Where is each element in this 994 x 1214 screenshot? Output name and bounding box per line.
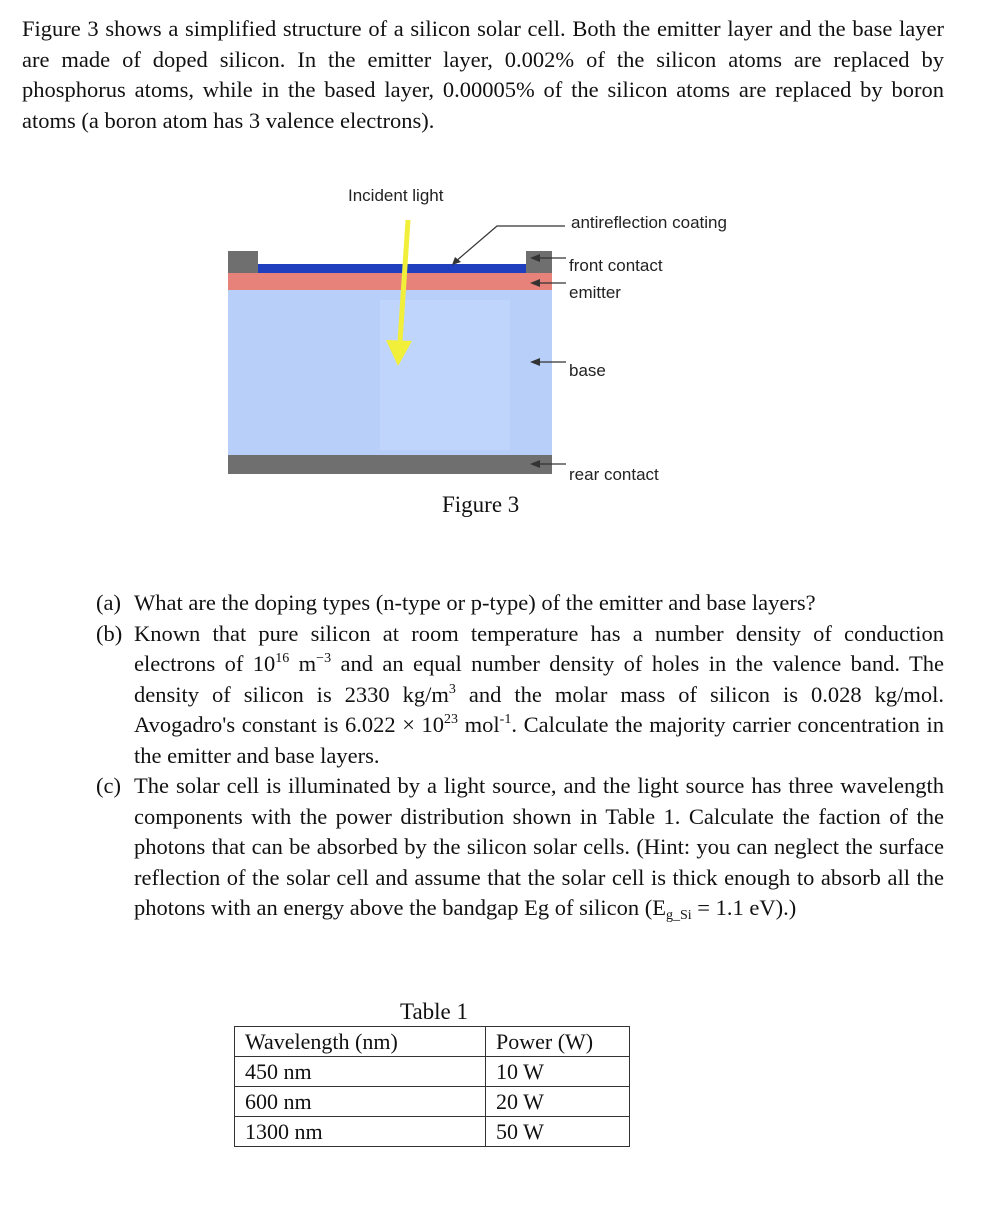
table-cell: 10 W (486, 1057, 630, 1087)
question-b-text (134, 619, 944, 772)
emitter-label: emitter (569, 283, 621, 302)
subscript: g_Si (665, 908, 692, 923)
question-a-text: What are the doping types (n-type or p-type) of the emitter and base layers? (134, 590, 816, 615)
rear-contact (228, 455, 552, 474)
table-header-row (235, 1027, 630, 1057)
table-title: Table 1 (400, 999, 469, 1024)
question-a-label: (a) (96, 590, 121, 615)
table-header-cell: Wavelength (nm) (235, 1027, 486, 1057)
question-c-text (134, 771, 944, 924)
antireflection-label: antireflection coating (571, 213, 727, 232)
intro-paragraph: Figure 3 shows a simplified structure of a silicon solar cell. Both the emitter layer and the base layer are made of doped silicon. In the emitter layer, 0.002% of the silicon atoms are replaced by phosphorus atoms, while in the based layer, 0.00005% of the silicon atoms are replaced by boron atoms (a boron atom has 3 valence electrons). (22, 16, 944, 133)
question-b-part: and the molar mass of silicon is 0.028 kg/mol. Avogadro's constant is 6.022 × 10 (134, 681, 944, 737)
question-b-part: and an equal number density of holes in the valence band. The density of silicon is 2330 kg/m (134, 651, 944, 707)
table-row (235, 1057, 630, 1087)
table-row (235, 1087, 630, 1117)
rear-contact-label: rear contact (569, 465, 659, 484)
table-cell: 600 nm (235, 1087, 486, 1117)
figure-caption: Figure 3 (442, 492, 520, 517)
table-row (235, 1117, 630, 1147)
question-b (96, 619, 944, 772)
question-list (96, 588, 944, 924)
question-c (96, 771, 944, 924)
table-header-cell: Power (W) (486, 1027, 630, 1057)
question-b-part: m (289, 651, 317, 676)
question-b-label: (b) (96, 620, 123, 646)
question-b-part: Known that pure silicon at room temperature has a number density of conduction electrons of 10 (134, 620, 944, 676)
table-cell: 450 nm (235, 1057, 486, 1087)
emitter-layer (228, 273, 552, 290)
table-cell: 50 W (486, 1117, 630, 1147)
question-b-part: . Calculate the majority carrier concentration in the emitter and base layers. (134, 712, 944, 768)
exponent: 23 (444, 712, 459, 727)
exponent: 16 (275, 651, 290, 666)
front-contact-label: front contact (569, 256, 663, 275)
antireflection-coating (258, 264, 526, 273)
exponent: 3 (448, 681, 456, 697)
data-table (234, 1026, 630, 1147)
front-contact-right (526, 251, 552, 273)
incident-light-label: Incident light (348, 186, 444, 205)
base-label: base (569, 361, 606, 380)
exponent: −3 (316, 651, 332, 666)
table-cell: 1300 nm (235, 1117, 486, 1147)
question-c-part: The solar cell is illuminated by a light source, and the light source has three wavelength components with the power distribution shown in Table 1. Calculate the faction of the photons that can be absorbed by the silicon solar cells. (Hint: you can neglect the surface reflection of the solar cell and assume that the solar cell is thick enough to absorb all the photons with an energy above the bandgap Eg of silicon (E (134, 773, 944, 920)
exponent: -1 (499, 712, 512, 727)
question-a (96, 588, 944, 619)
question-b-part: mol (458, 712, 500, 737)
question-c-label: (c) (96, 773, 121, 798)
solar-cell-diagram (0, 0, 994, 560)
front-contact-left (228, 251, 258, 273)
table-cell: 20 W (486, 1087, 630, 1117)
question-c-part: = 1.1 eV).) (691, 895, 797, 920)
